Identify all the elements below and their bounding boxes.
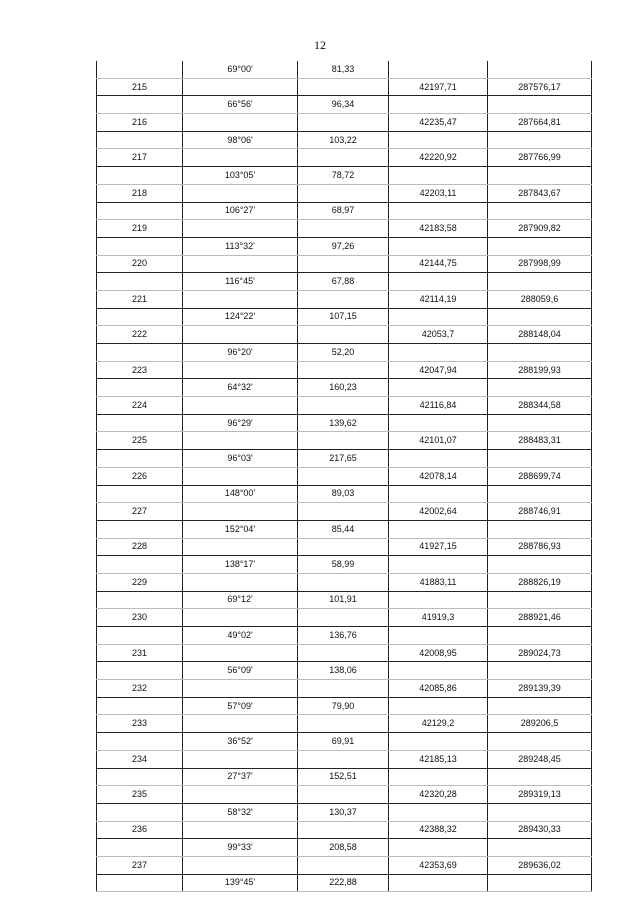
x-coordinate-cell: 42085,86 xyxy=(389,680,488,698)
x-coordinate-cell: 42353,69 xyxy=(389,856,488,874)
distance-cell: 78,72 xyxy=(298,167,389,185)
point-row xyxy=(97,114,592,132)
segment-row xyxy=(97,131,592,149)
segment-row xyxy=(97,414,592,432)
distance-cell xyxy=(298,255,389,273)
angle-cell xyxy=(183,397,298,415)
distance-cell: 222,88 xyxy=(298,874,389,892)
y-coordinate-cell xyxy=(488,733,592,751)
point-row xyxy=(97,715,592,733)
x-coordinate-cell: 42320,28 xyxy=(389,786,488,804)
point-number-cell: 236 xyxy=(97,821,183,839)
y-coordinate-cell xyxy=(488,450,592,468)
angle-cell xyxy=(183,467,298,485)
x-coordinate-cell: 42129,2 xyxy=(389,715,488,733)
y-coordinate-cell: 288921,46 xyxy=(488,609,592,627)
point-number-cell: 237 xyxy=(97,856,183,874)
point-row xyxy=(97,220,592,238)
y-coordinate-cell xyxy=(488,485,592,503)
angle-cell: 27°37' xyxy=(183,768,298,786)
x-coordinate-cell xyxy=(389,308,488,326)
segment-row xyxy=(97,308,592,326)
angle-cell xyxy=(183,361,298,379)
distance-cell xyxy=(298,467,389,485)
angle-cell: 113°32' xyxy=(183,237,298,255)
y-coordinate-cell xyxy=(488,344,592,362)
segment-row xyxy=(97,61,592,78)
x-coordinate-cell xyxy=(389,167,488,185)
distance-cell xyxy=(298,821,389,839)
distance-cell xyxy=(298,680,389,698)
distance-cell: 97,26 xyxy=(298,237,389,255)
point-number-cell: 233 xyxy=(97,715,183,733)
point-number-cell: 227 xyxy=(97,503,183,521)
angle-cell: 69°00' xyxy=(183,61,298,78)
distance-cell: 67,88 xyxy=(298,273,389,291)
point-number-cell: 215 xyxy=(97,78,183,96)
coordinates-table-body xyxy=(97,61,592,892)
y-coordinate-cell: 289319,13 xyxy=(488,786,592,804)
x-coordinate-cell xyxy=(389,591,488,609)
y-coordinate-cell: 288746,91 xyxy=(488,503,592,521)
point-number-cell xyxy=(97,96,183,114)
y-coordinate-cell xyxy=(488,202,592,220)
distance-cell xyxy=(298,503,389,521)
point-number-cell: 224 xyxy=(97,397,183,415)
x-coordinate-cell: 41919,3 xyxy=(389,609,488,627)
x-coordinate-cell xyxy=(389,768,488,786)
angle-cell: 36°52' xyxy=(183,733,298,751)
point-number-cell: 226 xyxy=(97,467,183,485)
distance-cell xyxy=(298,114,389,132)
angle-cell: 139°45' xyxy=(183,874,298,892)
point-row xyxy=(97,432,592,450)
point-number-cell: 232 xyxy=(97,680,183,698)
y-coordinate-cell xyxy=(488,627,592,645)
x-coordinate-cell xyxy=(389,733,488,751)
angle-cell xyxy=(183,786,298,804)
point-number-cell: 217 xyxy=(97,149,183,167)
angle-cell: 138°17' xyxy=(183,556,298,574)
point-number-cell: 235 xyxy=(97,786,183,804)
x-coordinate-cell: 42047,94 xyxy=(389,361,488,379)
x-coordinate-cell xyxy=(389,414,488,432)
y-coordinate-cell xyxy=(488,273,592,291)
point-row xyxy=(97,750,592,768)
distance-cell xyxy=(298,786,389,804)
point-row xyxy=(97,149,592,167)
point-row xyxy=(97,786,592,804)
point-number-cell: 229 xyxy=(97,573,183,591)
angle-cell: 99°33' xyxy=(183,839,298,857)
point-number-cell: 218 xyxy=(97,184,183,202)
distance-cell xyxy=(298,644,389,662)
x-coordinate-cell: 42185,13 xyxy=(389,750,488,768)
segment-row xyxy=(97,273,592,291)
point-row xyxy=(97,326,592,344)
x-coordinate-cell xyxy=(389,237,488,255)
distance-cell: 138,06 xyxy=(298,662,389,680)
angle-cell xyxy=(183,503,298,521)
x-coordinate-cell: 42203,11 xyxy=(389,184,488,202)
point-number-cell: 222 xyxy=(97,326,183,344)
distance-cell xyxy=(298,432,389,450)
segment-row xyxy=(97,697,592,715)
point-number-cell xyxy=(97,662,183,680)
point-number-cell: 223 xyxy=(97,361,183,379)
distance-cell: 107,15 xyxy=(298,308,389,326)
distance-cell xyxy=(298,750,389,768)
x-coordinate-cell: 42078,14 xyxy=(389,467,488,485)
y-coordinate-cell xyxy=(488,61,592,78)
angle-cell xyxy=(183,609,298,627)
y-coordinate-cell: 288826,19 xyxy=(488,573,592,591)
y-coordinate-cell: 289248,45 xyxy=(488,750,592,768)
segment-row xyxy=(97,803,592,821)
segment-row xyxy=(97,237,592,255)
distance-cell xyxy=(298,290,389,308)
distance-cell: 103,22 xyxy=(298,131,389,149)
x-coordinate-cell: 41883,11 xyxy=(389,573,488,591)
distance-cell xyxy=(298,184,389,202)
y-coordinate-cell xyxy=(488,414,592,432)
point-row xyxy=(97,821,592,839)
distance-cell: 85,44 xyxy=(298,520,389,538)
page-number: 12 xyxy=(314,38,326,52)
point-row xyxy=(97,538,592,556)
segment-row xyxy=(97,96,592,114)
x-coordinate-cell xyxy=(389,450,488,468)
angle-cell: 58°32' xyxy=(183,803,298,821)
distance-cell xyxy=(298,326,389,344)
point-number-cell xyxy=(97,874,183,892)
segment-row xyxy=(97,485,592,503)
angle-cell xyxy=(183,573,298,591)
point-number-cell xyxy=(97,733,183,751)
angle-cell xyxy=(183,821,298,839)
y-coordinate-cell xyxy=(488,662,592,680)
angle-cell: 103°05' xyxy=(183,167,298,185)
segment-row xyxy=(97,556,592,574)
point-number-cell xyxy=(97,556,183,574)
point-number-cell: 231 xyxy=(97,644,183,662)
distance-cell: 89,03 xyxy=(298,485,389,503)
angle-cell xyxy=(183,856,298,874)
x-coordinate-cell: 42008,95 xyxy=(389,644,488,662)
point-row xyxy=(97,573,592,591)
coordinates-table xyxy=(96,61,592,892)
x-coordinate-cell: 42114,19 xyxy=(389,290,488,308)
y-coordinate-cell xyxy=(488,556,592,574)
point-number-cell xyxy=(97,591,183,609)
angle-cell xyxy=(183,715,298,733)
angle-cell: 148°00' xyxy=(183,485,298,503)
distance-cell: 81,33 xyxy=(298,61,389,78)
y-coordinate-cell xyxy=(488,839,592,857)
angle-cell xyxy=(183,255,298,273)
y-coordinate-cell xyxy=(488,167,592,185)
x-coordinate-cell xyxy=(389,697,488,715)
segment-row xyxy=(97,874,592,892)
x-coordinate-cell: 42197,71 xyxy=(389,78,488,96)
point-number-cell: 220 xyxy=(97,255,183,273)
x-coordinate-cell xyxy=(389,61,488,78)
y-coordinate-cell xyxy=(488,874,592,892)
point-number-cell xyxy=(97,803,183,821)
point-number-cell xyxy=(97,520,183,538)
point-row xyxy=(97,680,592,698)
segment-row xyxy=(97,450,592,468)
x-coordinate-cell xyxy=(389,839,488,857)
distance-cell: 160,23 xyxy=(298,379,389,397)
point-number-cell xyxy=(97,61,183,78)
angle-cell: 69°12' xyxy=(183,591,298,609)
segment-row xyxy=(97,839,592,857)
y-coordinate-cell: 289139,39 xyxy=(488,680,592,698)
angle-cell: 106°27' xyxy=(183,202,298,220)
angle-cell xyxy=(183,184,298,202)
point-number-cell xyxy=(97,308,183,326)
distance-cell xyxy=(298,856,389,874)
x-coordinate-cell xyxy=(389,344,488,362)
x-coordinate-cell xyxy=(389,520,488,538)
distance-cell xyxy=(298,149,389,167)
distance-cell: 52,20 xyxy=(298,344,389,362)
x-coordinate-cell xyxy=(389,379,488,397)
y-coordinate-cell xyxy=(488,768,592,786)
angle-cell: 96°03' xyxy=(183,450,298,468)
distance-cell: 130,37 xyxy=(298,803,389,821)
x-coordinate-cell: 42183,58 xyxy=(389,220,488,238)
distance-cell: 136,76 xyxy=(298,627,389,645)
x-coordinate-cell: 42144,75 xyxy=(389,255,488,273)
angle-cell: 64°32' xyxy=(183,379,298,397)
distance-cell xyxy=(298,397,389,415)
angle-cell xyxy=(183,149,298,167)
angle-cell xyxy=(183,644,298,662)
distance-cell xyxy=(298,361,389,379)
x-coordinate-cell xyxy=(389,627,488,645)
angle-cell xyxy=(183,432,298,450)
y-coordinate-cell: 288148,04 xyxy=(488,326,592,344)
distance-cell: 139,62 xyxy=(298,414,389,432)
segment-row xyxy=(97,379,592,397)
y-coordinate-cell: 287766,99 xyxy=(488,149,592,167)
x-coordinate-cell: 42388,32 xyxy=(389,821,488,839)
point-number-cell: 228 xyxy=(97,538,183,556)
x-coordinate-cell xyxy=(389,874,488,892)
x-coordinate-cell xyxy=(389,485,488,503)
point-number-cell xyxy=(97,768,183,786)
x-coordinate-cell: 41927,15 xyxy=(389,538,488,556)
distance-cell: 58,99 xyxy=(298,556,389,574)
point-number-cell: 219 xyxy=(97,220,183,238)
y-coordinate-cell: 287664,81 xyxy=(488,114,592,132)
segment-row xyxy=(97,591,592,609)
y-coordinate-cell xyxy=(488,237,592,255)
y-coordinate-cell: 288483,31 xyxy=(488,432,592,450)
angle-cell: 96°29' xyxy=(183,414,298,432)
x-coordinate-cell: 42002,64 xyxy=(389,503,488,521)
y-coordinate-cell: 288059,6 xyxy=(488,290,592,308)
point-number-cell xyxy=(97,202,183,220)
y-coordinate-cell: 288199,93 xyxy=(488,361,592,379)
angle-cell xyxy=(183,538,298,556)
segment-row xyxy=(97,662,592,680)
x-coordinate-cell xyxy=(389,96,488,114)
point-number-cell xyxy=(97,697,183,715)
distance-cell: 217,65 xyxy=(298,450,389,468)
distance-cell: 79,90 xyxy=(298,697,389,715)
x-coordinate-cell: 42116,84 xyxy=(389,397,488,415)
angle-cell xyxy=(183,680,298,698)
angle-cell: 96°20' xyxy=(183,344,298,362)
angle-cell: 152°04' xyxy=(183,520,298,538)
x-coordinate-cell: 42053,7 xyxy=(389,326,488,344)
point-number-cell xyxy=(97,450,183,468)
point-number-cell xyxy=(97,485,183,503)
point-row xyxy=(97,503,592,521)
distance-cell: 96,34 xyxy=(298,96,389,114)
segment-row xyxy=(97,768,592,786)
x-coordinate-cell xyxy=(389,556,488,574)
point-number-cell: 221 xyxy=(97,290,183,308)
point-number-cell xyxy=(97,839,183,857)
point-row xyxy=(97,255,592,273)
x-coordinate-cell xyxy=(389,803,488,821)
distance-cell xyxy=(298,538,389,556)
point-row xyxy=(97,609,592,627)
point-number-cell xyxy=(97,627,183,645)
distance-cell xyxy=(298,78,389,96)
angle-cell xyxy=(183,326,298,344)
segment-row xyxy=(97,344,592,362)
y-coordinate-cell: 287576,17 xyxy=(488,78,592,96)
point-number-cell xyxy=(97,167,183,185)
segment-row xyxy=(97,733,592,751)
point-number-cell: 230 xyxy=(97,609,183,627)
angle-cell: 116°45' xyxy=(183,273,298,291)
point-number-cell xyxy=(97,131,183,149)
y-coordinate-cell: 289024,73 xyxy=(488,644,592,662)
point-row xyxy=(97,397,592,415)
angle-cell xyxy=(183,220,298,238)
y-coordinate-cell xyxy=(488,131,592,149)
y-coordinate-cell xyxy=(488,520,592,538)
point-row xyxy=(97,361,592,379)
y-coordinate-cell xyxy=(488,308,592,326)
distance-cell: 152,51 xyxy=(298,768,389,786)
angle-cell: 56°09' xyxy=(183,662,298,680)
point-number-cell xyxy=(97,344,183,362)
y-coordinate-cell: 288344,58 xyxy=(488,397,592,415)
point-row xyxy=(97,78,592,96)
angle-cell: 98°06' xyxy=(183,131,298,149)
angle-cell xyxy=(183,78,298,96)
angle-cell xyxy=(183,114,298,132)
angle-cell xyxy=(183,750,298,768)
distance-cell: 68,97 xyxy=(298,202,389,220)
y-coordinate-cell xyxy=(488,379,592,397)
segment-row xyxy=(97,202,592,220)
y-coordinate-cell: 289206,5 xyxy=(488,715,592,733)
x-coordinate-cell xyxy=(389,202,488,220)
distance-cell xyxy=(298,715,389,733)
segment-row xyxy=(97,627,592,645)
point-row xyxy=(97,644,592,662)
x-coordinate-cell xyxy=(389,662,488,680)
x-coordinate-cell: 42101,07 xyxy=(389,432,488,450)
y-coordinate-cell xyxy=(488,697,592,715)
point-number-cell xyxy=(97,237,183,255)
point-number-cell xyxy=(97,414,183,432)
x-coordinate-cell xyxy=(389,273,488,291)
y-coordinate-cell: 289430,33 xyxy=(488,821,592,839)
angle-cell: 66°56' xyxy=(183,96,298,114)
angle-cell: 57°09' xyxy=(183,697,298,715)
y-coordinate-cell xyxy=(488,803,592,821)
y-coordinate-cell: 287998,99 xyxy=(488,255,592,273)
point-number-cell xyxy=(97,273,183,291)
y-coordinate-cell: 287843,67 xyxy=(488,184,592,202)
x-coordinate-cell: 42235,47 xyxy=(389,114,488,132)
y-coordinate-cell: 287909,82 xyxy=(488,220,592,238)
point-row xyxy=(97,467,592,485)
point-number-cell: 225 xyxy=(97,432,183,450)
point-row xyxy=(97,184,592,202)
y-coordinate-cell xyxy=(488,96,592,114)
distance-cell xyxy=(298,573,389,591)
y-coordinate-cell: 288699,74 xyxy=(488,467,592,485)
angle-cell: 124°22' xyxy=(183,308,298,326)
y-coordinate-cell xyxy=(488,591,592,609)
point-row xyxy=(97,856,592,874)
segment-row xyxy=(97,520,592,538)
distance-cell xyxy=(298,609,389,627)
angle-cell: 49°02' xyxy=(183,627,298,645)
point-row xyxy=(97,290,592,308)
angle-cell xyxy=(183,290,298,308)
point-number-cell: 234 xyxy=(97,750,183,768)
distance-cell: 208,58 xyxy=(298,839,389,857)
point-number-cell xyxy=(97,379,183,397)
distance-cell: 101,91 xyxy=(298,591,389,609)
y-coordinate-cell: 289636,02 xyxy=(488,856,592,874)
segment-row xyxy=(97,167,592,185)
y-coordinate-cell: 288786,93 xyxy=(488,538,592,556)
distance-cell: 69,91 xyxy=(298,733,389,751)
distance-cell xyxy=(298,220,389,238)
x-coordinate-cell: 42220,92 xyxy=(389,149,488,167)
point-number-cell: 216 xyxy=(97,114,183,132)
x-coordinate-cell xyxy=(389,131,488,149)
